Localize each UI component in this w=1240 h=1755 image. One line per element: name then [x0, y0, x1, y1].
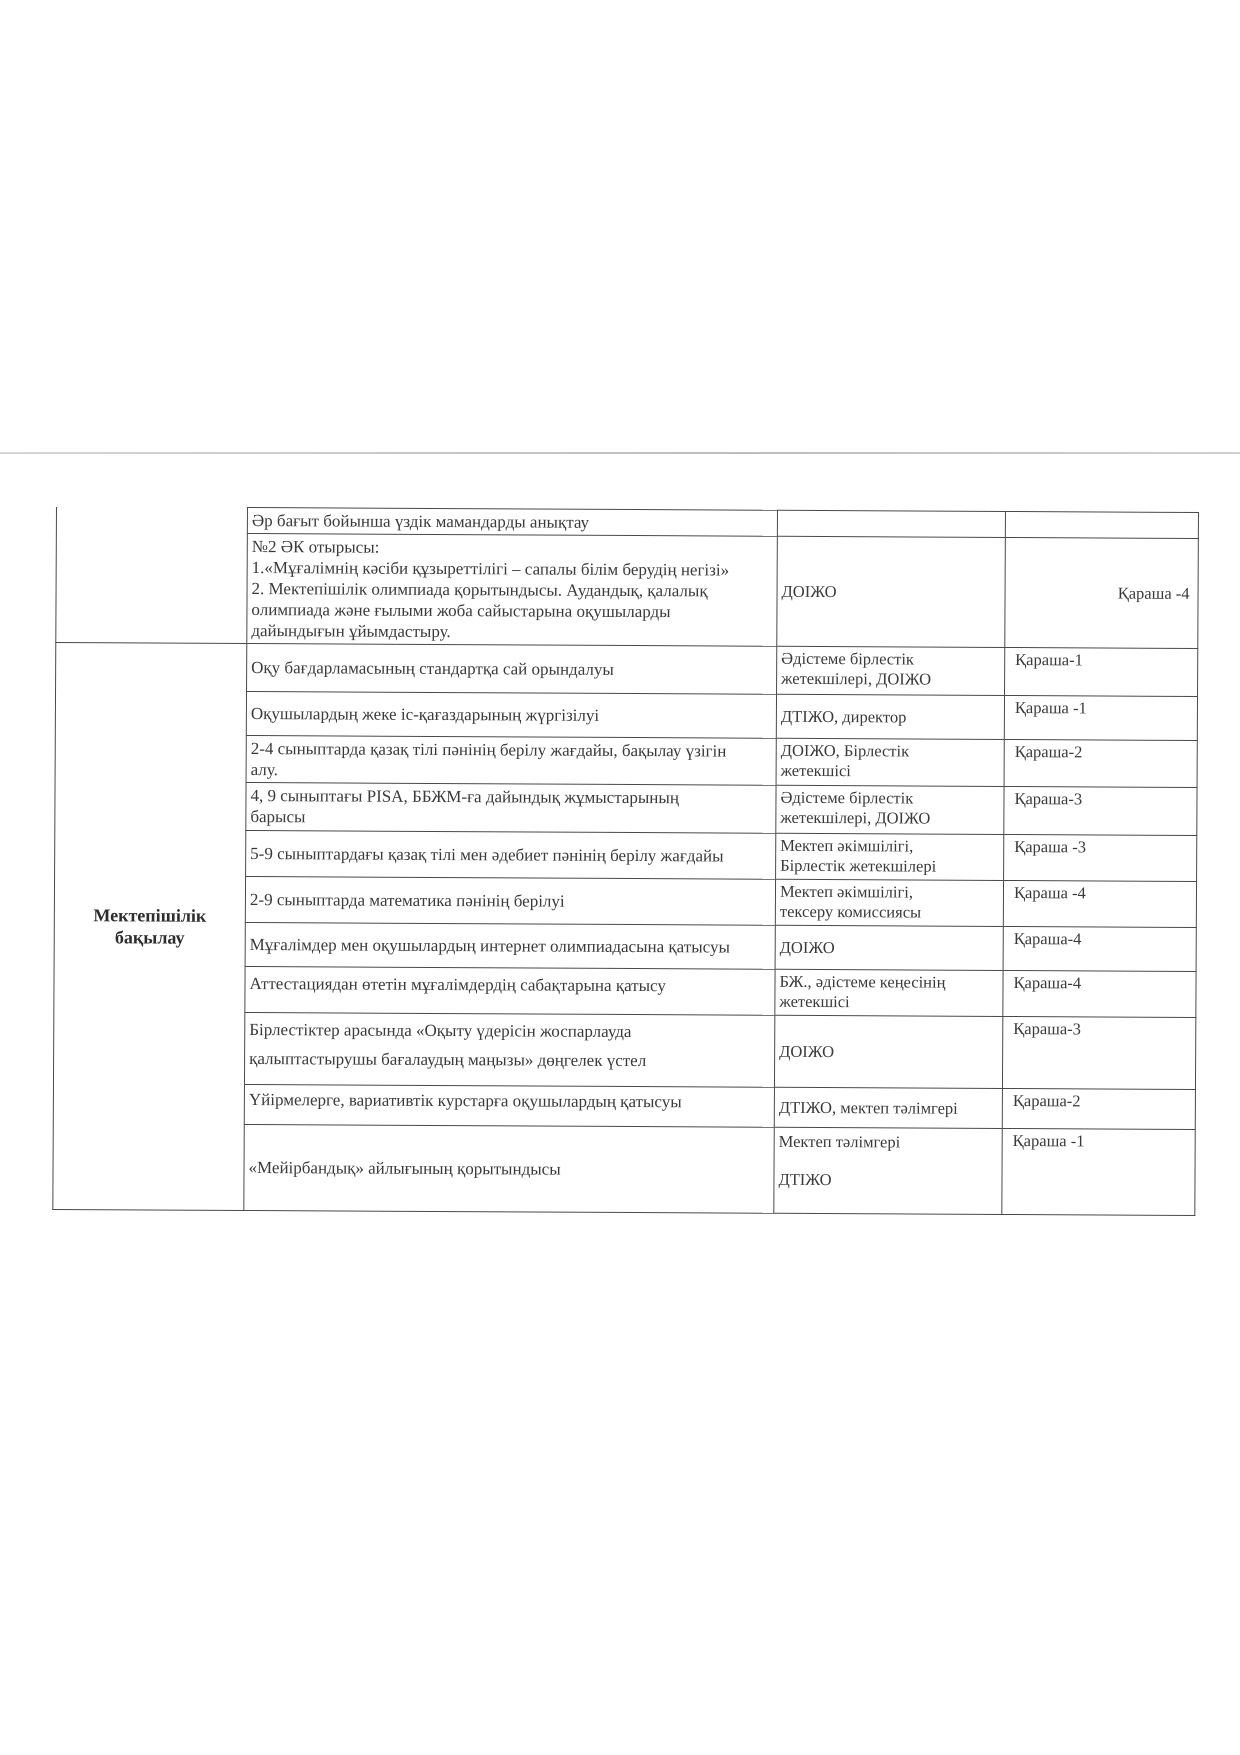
responsible-line: ДТІЖО, мектеп тәлімгері — [778, 1097, 958, 1118]
task-line: олимпиада және ғылыми жоба сайыстарына оқушыларды — [251, 600, 671, 622]
responsible-line: жетекшісі — [779, 991, 850, 1012]
responsible-cell — [775, 879, 1003, 926]
task-cell — [245, 966, 775, 1015]
responsible-line: ДТІЖО, директор — [780, 706, 907, 726]
responsible-cell — [776, 785, 1004, 834]
responsible-cell — [776, 694, 1004, 739]
term-cell: Қараша-1 — [1005, 647, 1198, 696]
spacer — [779, 1152, 998, 1171]
task-line: Аттестациядан өтетін мұғалімдердің сабақтарына қатысу — [249, 974, 666, 996]
task-line: 4, 9 сыныптағы PISA, ББЖМ-ға дайындық жұмыстарының — [250, 786, 680, 808]
responsible-line: ДОІЖО — [781, 581, 837, 601]
term-cell: Қараша-2 — [1002, 1088, 1195, 1129]
table-row — [56, 507, 1198, 539]
section-title-line: Мектепішілік — [93, 905, 207, 926]
responsible-cell — [776, 738, 1004, 786]
responsible-line: Мектеп тәлімгері — [778, 1131, 901, 1152]
task-line: Бірлестіктер арасында «Оқыту үдерісін жоспарлауда — [249, 1020, 632, 1042]
task-cell — [247, 644, 777, 695]
task-cell — [244, 1084, 774, 1127]
term-cell: Қараша -1 — [1004, 695, 1197, 740]
task-cell — [245, 876, 775, 925]
term-cell: Қараша -1 — [1002, 1128, 1195, 1215]
task-line: «Мейірбандық» айлығының қорытындысы — [248, 1158, 561, 1179]
section-title-cell — [53, 643, 247, 1211]
task-cell — [246, 735, 776, 785]
task-line: Әр бағыт бойынша үздік мамандарды анықтау — [251, 511, 590, 532]
responsible-line: ДОІЖО — [779, 937, 835, 957]
task-line: дайындығын ұйымдастыру. — [251, 621, 451, 642]
responsible-cell — [776, 833, 1004, 880]
task-line: алу. — [250, 760, 278, 780]
responsible-line: Мектеп әкімшілігі, — [779, 881, 914, 902]
responsible-line: Әдістеме бірлестік — [780, 787, 914, 808]
task-line: 2. Мектепішілік олимпиада қорытындысы. Аудандық, қалалық — [251, 579, 708, 601]
term-cell: Қараша-4 — [1003, 926, 1196, 971]
task-cell — [244, 1012, 774, 1087]
task-line: 5-9 сыныптардағы қазақ тілі мен әдебиет пәнінің берілу жағдайы — [250, 844, 724, 866]
task-line: Оқушылардың жеке іс-қағаздарының жүргізілуі — [250, 704, 600, 725]
task-cell — [245, 922, 775, 969]
responsible-line: жетекшісі — [780, 760, 851, 781]
task-line: 2-9 сыныптарда математика пәнінің берілуі — [249, 890, 565, 911]
section-title-line: бақылау — [114, 927, 185, 948]
task-line: 2-4 сыныптарда қазақ тілі пәнінің берілу жағдайы, бақылау үзігін — [250, 739, 727, 761]
responsible-cell — [777, 536, 1006, 647]
task-cell — [244, 1124, 774, 1213]
responsible-cell — [774, 1087, 1002, 1128]
responsible-line: Бірлестік жетекшілері — [780, 855, 937, 876]
task-cell — [246, 692, 776, 739]
responsible-line: тексеру комиссиясы — [779, 901, 922, 922]
scan-page-edge — [0, 452, 1240, 454]
work-plan-table — [52, 506, 1199, 1216]
task-line: Оқу бағдарламасының стандартқа сай орындалуы — [251, 658, 614, 679]
task-line: 1.«Мұғалімнің кәсіби құзыреттілігі – сапалы білім берудің негізі» — [251, 558, 730, 580]
task-line: барысы — [250, 807, 306, 827]
responsible-line: ДТІЖО — [778, 1169, 832, 1190]
task-line: Мұғалімдер мен оқушылардың интернет олимпиадасына қатысуы — [249, 935, 730, 957]
responsible-line: ДОІЖО, Бірлестік — [780, 740, 910, 761]
responsible-cell — [777, 510, 1005, 537]
table-row — [56, 643, 1198, 697]
task-line: №2 ӘК отырысы: — [251, 537, 380, 557]
term-cell: Қараша-2 — [1004, 739, 1197, 787]
term-cell: Қараша -4 — [1005, 537, 1199, 648]
term-cell: Қараша -4 — [1003, 880, 1196, 927]
section-cell-empty — [56, 507, 248, 644]
responsible-line: жетекшілері, ДОІЖО — [781, 668, 932, 689]
task-cell — [246, 830, 776, 879]
task-cell — [247, 534, 778, 647]
term-cell: Қараша-3 — [1004, 786, 1197, 835]
task-cell — [247, 508, 777, 537]
responsible-line: ДОІЖО — [779, 1041, 835, 1061]
task-line: Үйірмелерге, вариативтік курстарға оқушылардың қатысуы — [248, 1090, 682, 1112]
responsible-line: Мектеп әкімшілігі, — [780, 835, 914, 856]
responsible-line: Әдістеме бірлестік — [781, 648, 915, 669]
term-cell: Қараша-4 — [1003, 970, 1196, 1017]
term-cell: Қараша -3 — [1004, 834, 1197, 881]
term-cell: Қараша-3 — [1002, 1016, 1195, 1089]
task-cell — [246, 782, 776, 833]
responsible-cell — [777, 646, 1005, 695]
responsible-line: жетекшілері, ДОІЖО — [780, 807, 931, 828]
responsible-cell — [775, 925, 1003, 970]
term-cell — [1005, 511, 1198, 538]
responsible-cell — [774, 1015, 1002, 1088]
responsible-line: БЖ., әдістеме кеңесінің — [779, 971, 946, 992]
task-line: қалыптастырушы бағалаудың маңызы» дөңгелек үстел — [249, 1049, 647, 1071]
responsible-cell — [774, 1127, 1002, 1214]
responsible-cell — [775, 969, 1003, 1016]
